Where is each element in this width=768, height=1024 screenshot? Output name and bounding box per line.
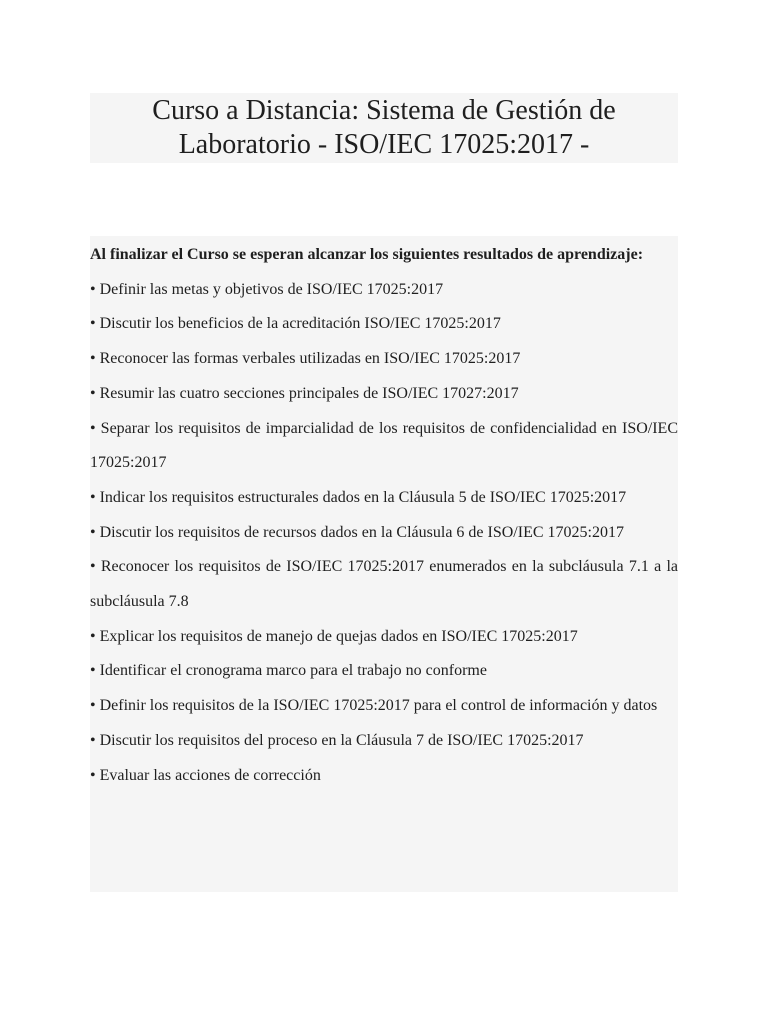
list-item: • Definir los requisitos de la ISO/IEC 17025:2017 para el control de información y datos (90, 697, 658, 715)
learning-outcomes-content (90, 236, 678, 793)
list-item: • Explicar los requisitos de manejo de quejas dados en ISO/IEC 17025:2017 (90, 627, 578, 645)
list-item: • Reconocer las formas verbales utilizadas en ISO/IEC 17025:2017 (90, 350, 521, 368)
list-item: • Discutir los requisitos de recursos dados en la Cláusula 6 de ISO/IEC 17025:2017 (90, 523, 624, 541)
list-item: • Discutir los beneficios de la acreditación ISO/IEC 17025:2017 (90, 315, 501, 333)
list-item: • Discutir los requisitos del proceso en la Cláusula 7 de ISO/IEC 17025:2017 (90, 731, 584, 749)
list-item: • Identificar el cronograma marco para el trabajo no conforme (90, 662, 487, 680)
document-title: Curso a Distancia: Sistema de Gestión de Laboratorio - ISO/IEC 17025:2017 - (90, 93, 678, 163)
list-item: • Evaluar las acciones de corrección (90, 766, 321, 784)
list-item: • Resumir las cuatro secciones principales de ISO/IEC 17027:2017 (90, 384, 519, 402)
intro-text: Al finalizar el Curso se esperan alcanzar los siguientes resultados de aprendizaje: (90, 246, 644, 263)
list-item: • Indicar los requisitos estructurales dados en la Cláusula 5 de ISO/IEC 17025:2017 (90, 488, 627, 506)
learning-outcomes-section (90, 236, 678, 892)
list-item: • Definir las metas y objetivos de ISO/IEC 17025:2017 (90, 280, 444, 298)
list-item: • Separar los requisitos de imparcialidad de los requisitos de confidencialidad en ISO/IEC 17025:2017 (90, 419, 678, 472)
list-item: • Reconocer los requisitos de ISO/IEC 17025:2017 enumerados en la subcláusula 7.1 a la subcláusula 7.8 (90, 558, 678, 611)
